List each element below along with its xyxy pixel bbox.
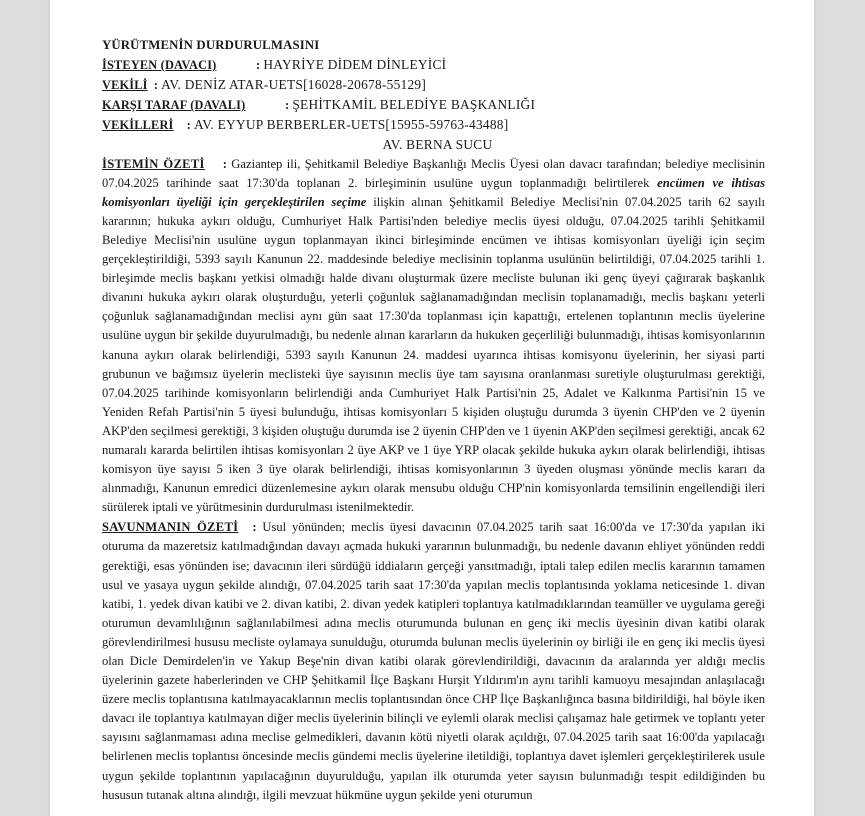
document-page bbox=[50, 0, 814, 816]
counsel-label: VEKİLİ bbox=[102, 78, 148, 93]
defense-summary-text: Usul yönünden; meclis üyesi davacının 07.04.2025 tarih saat 16:00'da ve 17:30'da yapılan iki oturuma da mazeretsiz katılmadığından davayı açmada hukuki yararının bulunmadığı, bu nedenle davanın ehliyet yönünden reddi gerektiği, esas yönünden ise; davacının ileri sürdüğü iddiaların gerçeği yansıtmadığı, iptali talep edilen meclis kararının tamamen usul ve yasaya uygun şekilde alındığı, 07.04.2025 tarih saat 17:30'da yapılan meclis toplantısında yoklama neticesinde 1. divan katibi, 1. yedek divan katibi ve 2. divan katibi, 2. divan yedek katipleri toplantıya katılmadıklarından teamüller ve uygulama gereği oturumun devamlılığının sağlanılabilmesi adına meclis oturumunda bulunan en genç iki meclis üyesinin divan katibi olarak görevlendirilmesi hususu mecliste oylamaya sunulduğu, oturumda bulunan meclis üyelerinin oy birliği ile en genç iki meclis üyesi olan Dicle Demirdelen'in ve Yakup Beşe'nin divan katibi olarak görevlendirildiği, davacının da aralarında yer aldığı meclis üyelerinin gazete haberlerinden ve CHP Şehitkamil İlçe Başkanı Hurşit Yıldırım'ın aynı tarihli kamuoyu mesajından anlaşılacağı üzere meclis toplantısına katılmayacaklarının meclis toplantısından önce CHP İlçe Başkanlığınca basına bildirildiği, hal böyle iken davacı ile toplantıya katılmayan diğer meclis üyelerinin bilinçli ve eylemli olarak meclisi çalışamaz hale getirmek ve toplantı yeter sayısını sağlanmaması adına meclise gelmedikleri, davanın kötü niyetli olarak açıldığı, 07.04.2025 tarih saat 16:00'da yapılacağı belirlenen meclis toplantısı öncesinde meclis gündemi meclis üyelerine iletildiği, toplantıya davet işlemleri gerçekleştirilerek usule uygun şekilde toplantının yapılacağının duyurulduğu, yapılan ilk oturumda yeter sayısın bulunmadığı tespit edildiğinden bu hususun tutanak altına alındığı, ilgili mevzuat hükmüne uygun şekilde yeni oturumun bbox=[102, 520, 765, 802]
defendant-value: ŞEHİTKAMİL BELEDİYE BAŞKANLIĞI bbox=[292, 97, 536, 113]
defendant-counsel-label: VEKİLLERİ bbox=[102, 118, 174, 133]
defendant-sep: : bbox=[285, 98, 290, 113]
claim-summary-paragraph bbox=[102, 155, 765, 518]
defense-summary-label: SAVUNMANIN ÖZETİ bbox=[102, 520, 239, 535]
claim-summary-label: İSTEMİN ÖZETİ bbox=[102, 156, 205, 171]
counsel-value: AV. DENİZ ATAR-UETS[16028-20678-55129] bbox=[161, 77, 427, 93]
plaintiff-sep: : bbox=[256, 58, 261, 73]
counsel-row bbox=[102, 75, 765, 95]
defense-summary-paragraph bbox=[102, 518, 765, 804]
defendant-counsel-value-2: AV. BERNA SUCU bbox=[382, 137, 493, 153]
plaintiff-value: HAYRİYE DİDEM DİNLEYİCİ bbox=[263, 57, 447, 73]
plaintiff-row bbox=[102, 55, 765, 75]
defendant-counsel-sep: : bbox=[186, 118, 191, 133]
document-title: YÜRÜTMENİN DURDURULMASINI bbox=[102, 38, 320, 52]
claim-summary-text-2: ilişkin alınan Şehitkamil Belediye Meclisi'nin 07.04.2025 tarih 62 sayılı kararının; hukuka aykırı olduğu, Cumhuriyet Halk Partisi'nden belediye meclis üyesi olduğu, 07.04.2025 tarihli Şehitkamil Belediye Meclisi'nin usulüne uygun toplanmayan ikinci birleşiminde encümen ve ihtisas komisyonları üyeliği için seçim gerçekleştirildiği, 5393 sayılı Kanunun 22. maddesinde belediye meclisinin toplanma usulünün belirtildiği, 07.04.2025 tarihli 1. birleşimde meclis başkanı yetkisi olmadığı halde divanı oluşturmak üzere mecliste bulunan iki genç üyeyi çağırarak başkanlık divanını hukuka aykırı olarak oluşturduğu, yeterli çoğunluk sağlanamadığından meclisin toplanamadığı, meclis başkanı yeterli çoğunluk sağlanamadığından meclisi aynı gün saat 17:30'da toplanması için kapattığı, ertelenen toplantının meclis üyelerine usulüne uygun bir şekilde duyurulmadığı, bu nedenle alınan kararların da hukuken geçerliliği bulunmadığı, ihtisas komisyonlarının kanuna aykırı olarak belirlendiği, 5393 sayılı Kanunun 24. maddesi uyarınca ihtisas komisyonu üyelerinin, her siyasi parti grubunun ve bağımsız üyelerin meclisteki üye sayısının meclis üye tam sayısına oranlanması suretiyle oluşturulması gerektiği, 07.04.2025 tarihinde komisyonların belirlendiği anda Cumhuriyet Halk Partisi'nin 25, Adalet ve Kalkınma Partisi'nin 15 ve Yeniden Refah Partisi'nin 5 üyesi bulunduğu, ihtisas komisyonları 5 kişiden oluştuğu durumda 3 üyenin CHP'den ve 2 üyenin AKP'den seçilmesi gerektiği, 3 kişiden oluştuğu durumda ise 2 üyenin CHP'den ve 1 üyenin AKP'den seçilmesi gerektiği, ancak 62 numaralı kararda belirtilen ihtisas komisyonları 2 üye AKP ve 1 üye YRP olacak şekilde hukuka aykırı olarak belirlendiği, ihtisas komisyon üye sayısı 5 iken 3 üye olarak belirlendiği, ihtisas komisyonlarının 3 üyeden oluşması yönünde meclis kararı da alınmadığı, Kanunun emredici düzenlemesine aykırı olarak mensubu olduğu CHP'nin komisyonlarda temsilinin engellendiği ileri sürülerek iptali ve yürütmesinin durdurulması istenilmektedir. bbox=[102, 194, 765, 515]
claim-summary-sep: : bbox=[222, 156, 227, 171]
plaintiff-label: İSTEYEN (DAVACI) bbox=[102, 58, 217, 73]
document-content bbox=[102, 36, 765, 805]
defense-summary-sep: : bbox=[252, 520, 257, 535]
claim-summary-text-1: Gaziantep ili, Şehitkamil Belediye Başkanlığı Meclis Üyesi olan davacı tarafından; belediye meclisinin 07.04.2025 tarihinde saat 17:30'da toplanan 2. birleşiminin usulüne uygun toplanmadığı belirtilerek bbox=[102, 156, 765, 190]
defendant-label: KARŞI TARAF (DAVALI) bbox=[102, 98, 246, 113]
defendant-counsel-row bbox=[102, 115, 765, 135]
counsel-sep: : bbox=[153, 78, 158, 93]
defendant-row bbox=[102, 95, 765, 115]
defendant-counsel-value-1: AV. EYYUP BERBERLER-UETS[15955-59763-43488] bbox=[194, 117, 509, 133]
claim-summary-emphasis: encümen ve ihtisas komisyonları üyeliği için gerçekleştirilen seçime bbox=[102, 175, 765, 209]
